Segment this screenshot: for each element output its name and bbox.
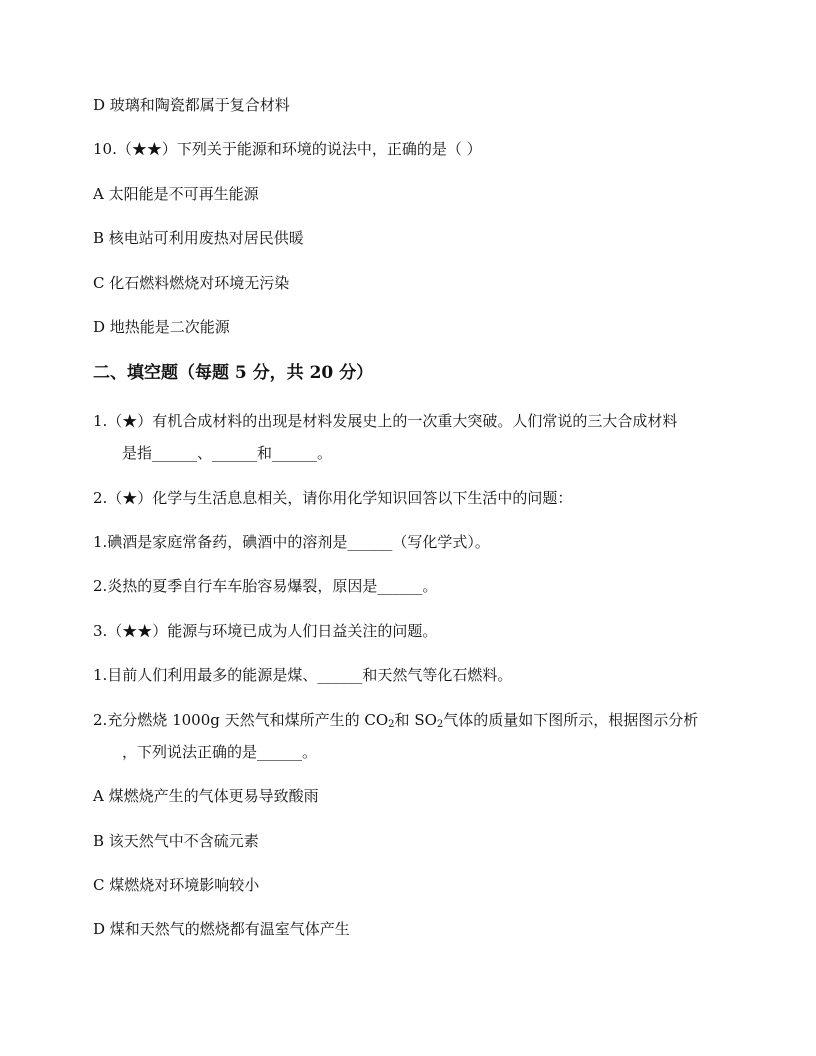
fill3-option-a: A 煤燃烧产生的气体更易导致酸雨 bbox=[93, 787, 319, 805]
q10-option-d: D 地热能是二次能源 bbox=[93, 318, 230, 336]
section-note: （每题 5 分，共 20 分） bbox=[178, 363, 374, 383]
fill3-stem: 3.（★★）能源与环境已成为人们日益关注的问题。 bbox=[93, 622, 438, 640]
section-title: 二、填空题 bbox=[93, 363, 178, 383]
fill2-stem: 2.（★）化学与生活息息相关，请你用化学知识回答以下生活中的问题： bbox=[93, 489, 573, 507]
section-heading bbox=[93, 362, 373, 384]
co2-subscript: 2 bbox=[388, 719, 395, 730]
fill3-option-c: C 煤燃烧对环境影响较小 bbox=[93, 876, 260, 894]
so2-subscript: 2 bbox=[436, 719, 444, 730]
fill3-sub2-line2: ，下列说法正确的是______。 bbox=[122, 743, 318, 761]
fill1-line2: 是指______、______和______。 bbox=[122, 444, 333, 462]
fill3-sub2-part1: 2.充分燃烧 1000g 天然气和煤所产生的 CO bbox=[93, 711, 389, 729]
fill3-sub1: 1.目前人们利用最多的能源是煤、______和天然气等化石燃料。 bbox=[93, 666, 513, 684]
fill2-sub2: 2.炎热的夏季自行车车胎容易爆裂，原因是______。 bbox=[93, 577, 438, 595]
fill3-sub2-line1 bbox=[93, 710, 698, 730]
fill3-option-b: B 该天然气中不含硫元素 bbox=[93, 832, 259, 850]
fill3-sub2-part3: 气体的质量如下图所示，根据图示分析 bbox=[443, 711, 699, 729]
q10-stem: 10.（★★）下列关于能源和环境的说法中，正确的是（ ） bbox=[93, 140, 482, 158]
q10-option-c: C 化石燃料燃烧对环境无污染 bbox=[93, 274, 290, 292]
q9-option-d: D 玻璃和陶瓷都属于复合材料 bbox=[93, 96, 290, 114]
q10-option-a: A 太阳能是不可再生能源 bbox=[93, 185, 259, 203]
fill3-sub2-part2: 和 SO bbox=[394, 711, 437, 729]
fill3-option-d: D 煤和天然气的燃烧都有温室气体产生 bbox=[93, 920, 350, 938]
fill2-sub1: 1.碘酒是家庭常备药，碘酒中的溶剂是______（写化学式）。 bbox=[93, 533, 490, 551]
fill1-line1: 1.（★）有机合成材料的出现是材料发展史上的一次重大突破。人们常说的三大合成材料 bbox=[93, 412, 678, 430]
q10-option-b: B 核电站可利用废热对居民供暖 bbox=[93, 229, 304, 247]
